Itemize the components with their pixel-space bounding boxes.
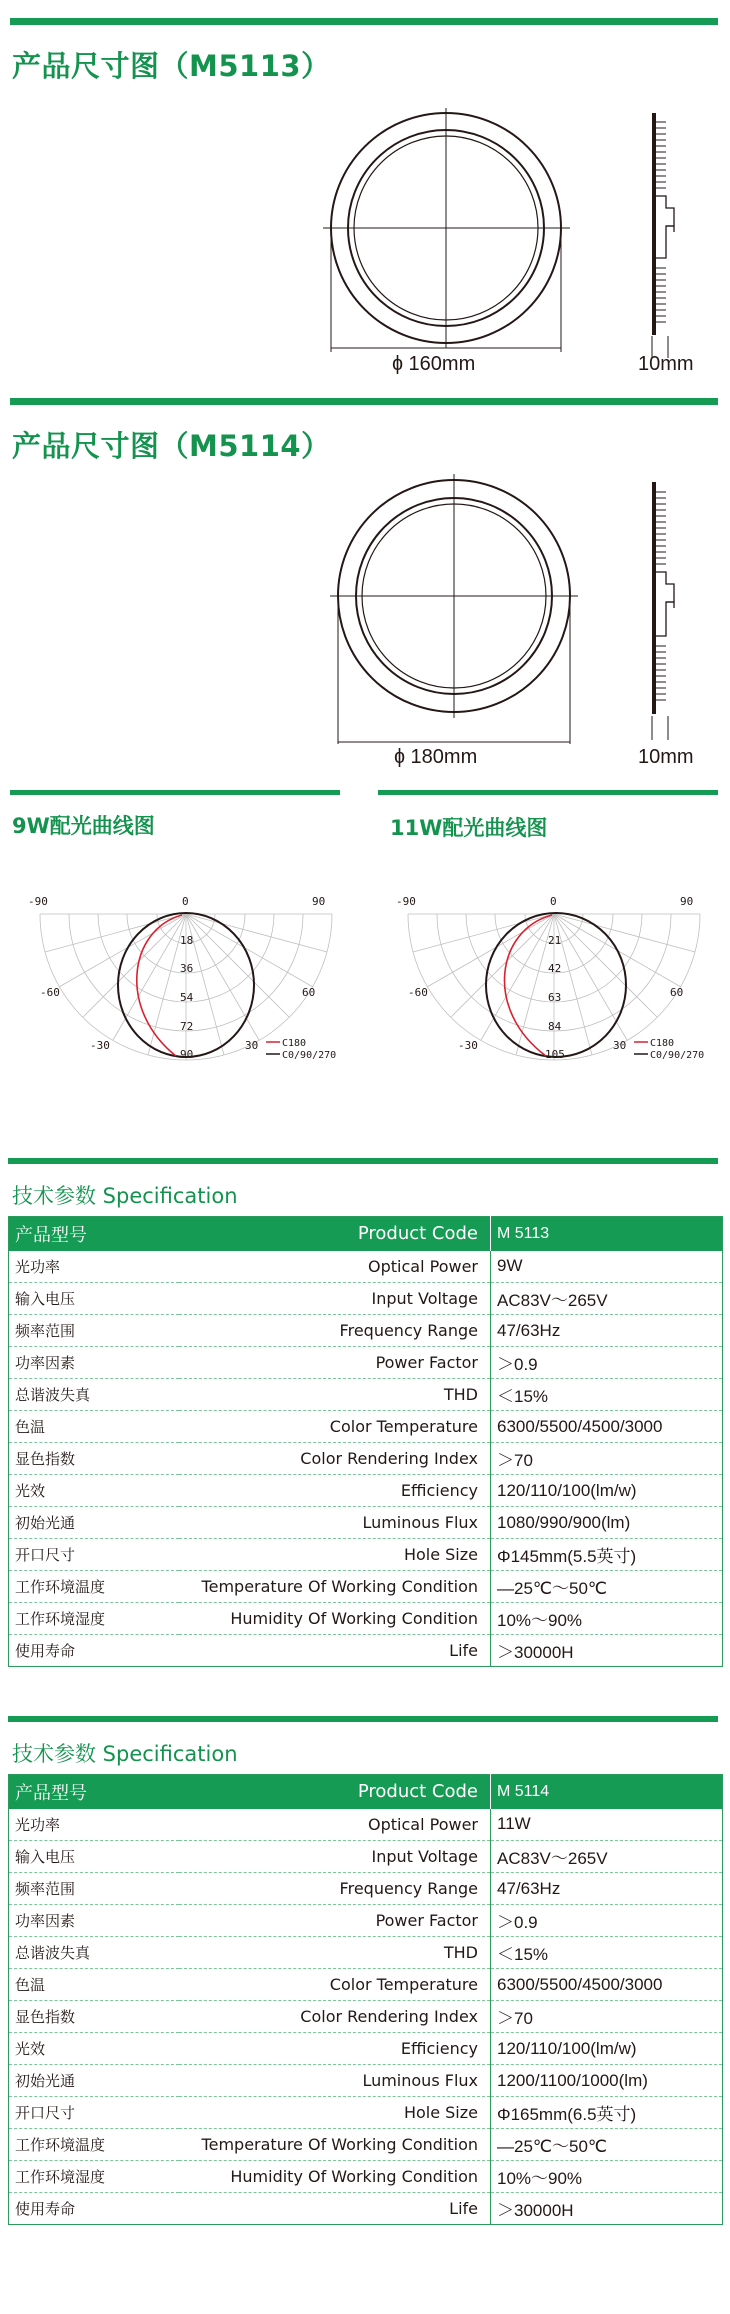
diameter-label-m5113: ɸ 160mm (392, 353, 476, 375)
legend-label: C0/90/270 (650, 1050, 705, 1061)
table-row (9, 1283, 723, 1315)
row-value: —25℃～50℃ (491, 2129, 723, 2161)
table-row (9, 1315, 723, 1347)
front-view-drawing-m5113 (318, 100, 578, 360)
table-row (9, 2001, 723, 2033)
row-cn: 色温 (9, 1411, 179, 1443)
spec-table-m5114 (8, 1774, 723, 2225)
table-row (9, 1411, 723, 1443)
row-value: 1080/990/900(lm) (491, 1507, 723, 1539)
legend-label: C180 (650, 1038, 675, 1049)
row-en: Hole Size (179, 2097, 491, 2129)
row-cn: 开口尺寸 (9, 1539, 179, 1571)
table-header-row (9, 1775, 723, 1809)
row-en: Power Factor (179, 1347, 491, 1379)
table-row (9, 2097, 723, 2129)
row-value: 47/63Hz (491, 1873, 723, 1905)
row-cn: 光效 (9, 2033, 179, 2065)
row-cn: 输入电压 (9, 1841, 179, 1873)
table-row (9, 1507, 723, 1539)
row-value: 9W (491, 1251, 723, 1283)
row-en: Luminous Flux (179, 2065, 491, 2097)
angle-label: -60 (408, 986, 428, 999)
row-value: —25℃～50℃ (491, 1571, 723, 1603)
polar-chart-9w (10, 890, 350, 1070)
row-value: ＞0.9 (491, 1905, 723, 1937)
table-row (9, 1905, 723, 1937)
row-cn: 光功率 (9, 1809, 179, 1841)
row-cn: 显色指数 (9, 1443, 179, 1475)
row-en: Frequency Range (179, 1315, 491, 1347)
table-row (9, 2065, 723, 2097)
row-value: 1200/1100/1000(lm) (491, 2065, 723, 2097)
radial-label: 21 (548, 934, 562, 947)
angle-label: 60 (670, 986, 684, 999)
table-row (9, 1539, 723, 1571)
header-en: Product Code (179, 1775, 491, 1809)
row-value: 10%～90% (491, 2161, 723, 2193)
row-cn: 显色指数 (9, 2001, 179, 2033)
row-en: Life (179, 1635, 491, 1667)
row-cn: 频率范围 (9, 1873, 179, 1905)
row-value: ＞70 (491, 1443, 723, 1475)
row-en: Efficiency (179, 1475, 491, 1507)
diameter-label-m5114: ɸ 180mm (394, 746, 478, 768)
table-row (9, 1347, 723, 1379)
side-view-drawing-m5113 (630, 108, 690, 358)
row-value: ＞70 (491, 2001, 723, 2033)
row-value: AC83V～265V (491, 1841, 723, 1873)
header-value: M 5113 (491, 1217, 723, 1251)
header-en: Product Code (179, 1217, 491, 1251)
row-value: ＞0.9 (491, 1347, 723, 1379)
row-en: Temperature Of Working Condition (179, 1571, 491, 1603)
row-en: Hole Size (179, 1539, 491, 1571)
spec-title-m5114: 技术参数 Specification (12, 1742, 238, 1766)
row-en: Color Temperature (179, 1969, 491, 2001)
row-value: Φ165mm(6.5英寸) (491, 2097, 723, 2129)
row-en: Color Rendering Index (179, 1443, 491, 1475)
polar-title-9w: 9W配光曲线图 (12, 814, 155, 838)
section-title-m5113: 产品尺寸图（M5113） (12, 49, 331, 83)
angle-label: -90 (396, 895, 416, 908)
row-cn: 工作环境湿度 (9, 2161, 179, 2193)
row-cn: 光功率 (9, 1251, 179, 1283)
row-value: 6300/5500/4500/3000 (491, 1411, 723, 1443)
row-value: ＞30000H (497, 1643, 574, 1662)
radial-label: 54 (180, 991, 194, 1004)
polar-chart-11w (378, 890, 718, 1070)
legend-label: C180 (282, 1038, 307, 1049)
angle-label: 30 (613, 1039, 627, 1052)
table-row (9, 2033, 723, 2065)
row-en: Optical Power (179, 1251, 491, 1283)
row-value: Φ145mm(5.5英寸) (491, 1539, 723, 1571)
spec-table-m5113 (8, 1216, 723, 1667)
angle-label: 60 (302, 986, 316, 999)
angle-label: 30 (245, 1039, 259, 1052)
polar-divider-right (378, 790, 718, 795)
row-en: Humidity Of Working Condition (179, 1603, 491, 1635)
header-value: M 5114 (491, 1775, 723, 1809)
row-cn: 工作环境温度 (9, 2129, 179, 2161)
row-cn: 光效 (9, 1475, 179, 1507)
spec-title-m5113: 技术参数 Specification (12, 1184, 238, 1208)
angle-label: -60 (40, 986, 60, 999)
angle-label: 90 (680, 895, 694, 908)
section-divider-m5114 (10, 398, 718, 405)
table-row (9, 1251, 723, 1283)
table-row (9, 1475, 723, 1507)
row-cn: 色温 (9, 1969, 179, 2001)
table-header-row (9, 1217, 723, 1251)
table-row (9, 2161, 723, 2193)
row-en: Optical Power (179, 1809, 491, 1841)
row-en: Life (179, 2193, 491, 2225)
row-value: ＜15% (491, 1937, 723, 1969)
row-cn: 工作环境湿度 (9, 1603, 179, 1635)
radial-label: 72 (180, 1020, 194, 1033)
row-value: 11W (491, 1809, 723, 1841)
row-en: Color Temperature (179, 1411, 491, 1443)
row-cn: 工作环境温度 (9, 1571, 179, 1603)
polar-title-11w: 11W配光曲线图 (390, 816, 548, 840)
depth-label-m5113: 10mm (638, 353, 694, 375)
radial-label: 18 (180, 934, 194, 947)
table-row (9, 1841, 723, 1873)
radial-label: 42 (548, 962, 562, 975)
table-row (9, 1873, 723, 1905)
table-row (9, 2193, 723, 2225)
table-row (9, 1571, 723, 1603)
row-en: THD (179, 1937, 491, 1969)
angle-label: 0 (550, 895, 557, 908)
row-en: Luminous Flux (179, 1507, 491, 1539)
angle-label: -90 (28, 895, 48, 908)
header-cn: 产品型号 (9, 1775, 179, 1809)
legend-label: C0/90/270 (282, 1050, 337, 1061)
front-view-drawing-m5114 (318, 472, 578, 752)
row-value: ＞30000H (497, 2201, 574, 2220)
header-cn: 产品型号 (9, 1217, 179, 1251)
row-en: Frequency Range (179, 1873, 491, 1905)
row-cn: 功率因素 (9, 1347, 179, 1379)
row-value: 6300/5500/4500/3000 (491, 1969, 723, 2001)
table-row (9, 1603, 723, 1635)
radial-label: 105 (545, 1048, 565, 1061)
row-value: 47/63Hz (491, 1315, 723, 1347)
angle-label: 90 (312, 895, 326, 908)
side-view-drawing-m5114 (630, 478, 690, 748)
row-value: 10%～90% (491, 1603, 723, 1635)
radial-label: 90 (180, 1048, 194, 1061)
row-cn: 总谐波失真 (9, 1379, 179, 1411)
table-row (9, 2129, 723, 2161)
row-cn: 使用寿命 (15, 2200, 76, 2218)
table-row (9, 1969, 723, 2001)
row-cn: 输入电压 (9, 1283, 179, 1315)
top-divider (10, 18, 718, 25)
spec-divider-m5113 (8, 1158, 718, 1164)
radial-label: 63 (548, 991, 562, 1004)
table-row (9, 1635, 723, 1667)
table-row (9, 1443, 723, 1475)
row-value: ＜15% (491, 1379, 723, 1411)
row-en: Input Voltage (179, 1841, 491, 1873)
radial-label: 84 (548, 1020, 562, 1033)
row-en: Power Factor (179, 1905, 491, 1937)
row-en: Efficiency (179, 2033, 491, 2065)
row-cn: 频率范围 (9, 1315, 179, 1347)
section-title-m5114: 产品尺寸图（M5114） (12, 429, 331, 463)
row-value: AC83V～265V (491, 1283, 723, 1315)
row-value: 120/110/100(lm/w) (491, 1475, 723, 1507)
table-row (9, 1379, 723, 1411)
row-cn: 初始光通 (9, 1507, 179, 1539)
row-cn: 总谐波失真 (9, 1937, 179, 1969)
radial-label: 36 (180, 962, 194, 975)
row-en: Humidity Of Working Condition (179, 2161, 491, 2193)
spec-divider-m5114 (8, 1716, 718, 1722)
row-value: 120/110/100(lm/w) (491, 2033, 723, 2065)
row-cn: 初始光通 (9, 2065, 179, 2097)
row-en: Color Rendering Index (179, 2001, 491, 2033)
table-row (9, 1809, 723, 1841)
depth-label-m5114: 10mm (638, 746, 694, 768)
row-en: Temperature Of Working Condition (179, 2129, 491, 2161)
row-en: Input Voltage (179, 1283, 491, 1315)
row-cn: 使用寿命 (15, 1642, 76, 1660)
row-cn: 功率因素 (9, 1905, 179, 1937)
table-row (9, 1937, 723, 1969)
row-cn: 开口尺寸 (9, 2097, 179, 2129)
angle-label: -30 (458, 1039, 478, 1052)
angle-label: 0 (182, 895, 189, 908)
polar-divider-left (10, 790, 340, 795)
angle-label: -30 (90, 1039, 110, 1052)
row-en: THD (179, 1379, 491, 1411)
